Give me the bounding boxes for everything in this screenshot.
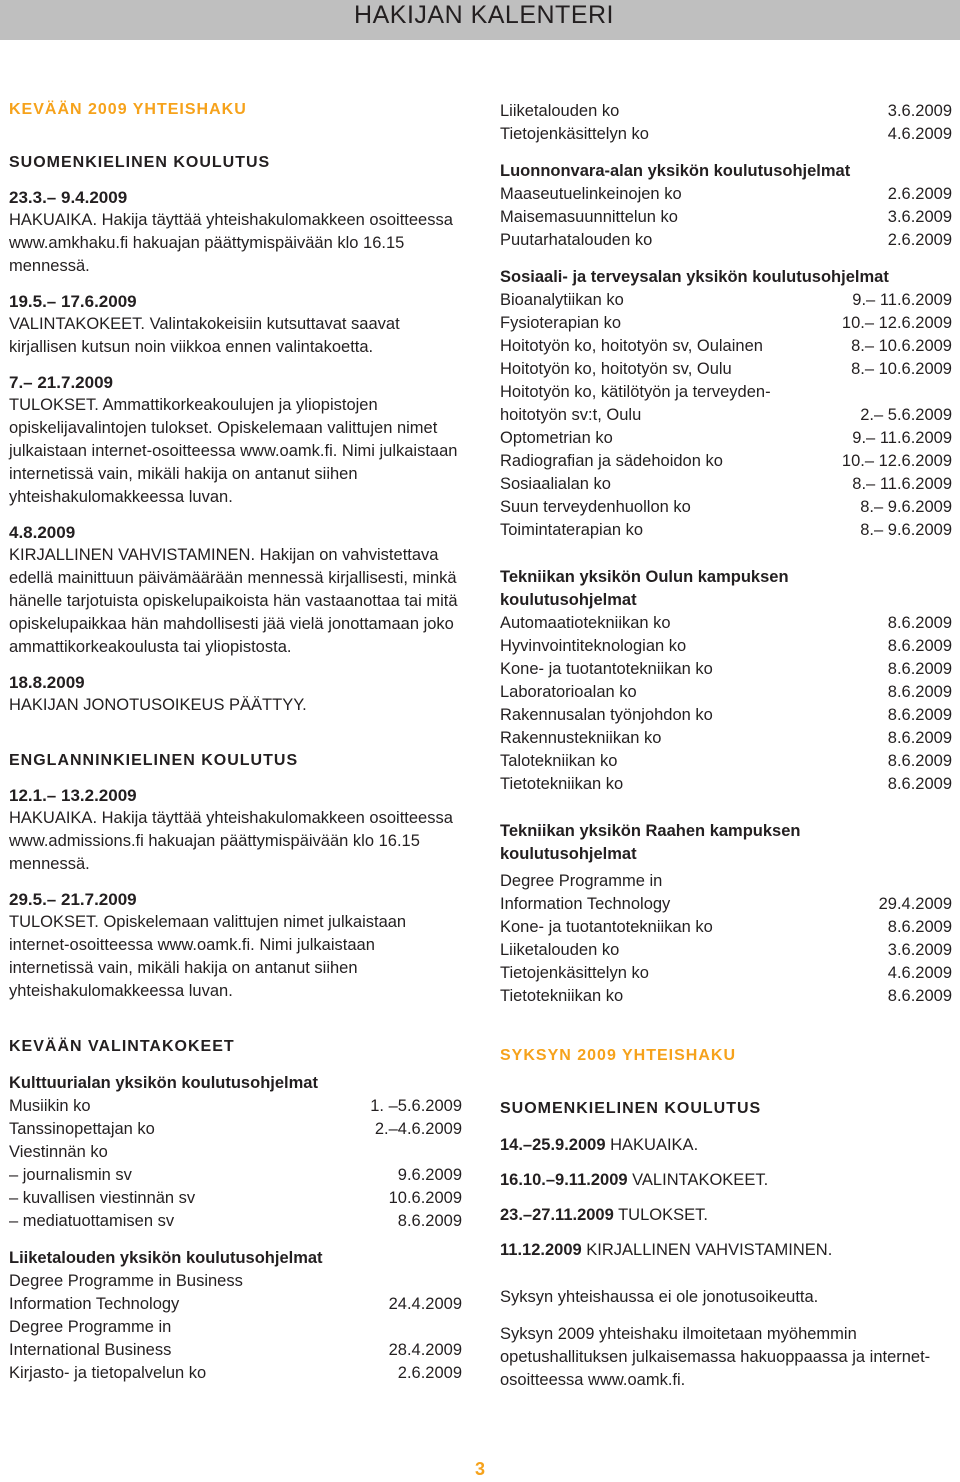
table-row (500, 985, 952, 1008)
programme-name: Degree Programme in Business (9, 1272, 243, 1290)
exam-date: 2.6.2009 (887, 231, 952, 249)
exam-date: 8.– 10.6.2009 (851, 337, 952, 355)
spring-application-heading: KEVÄÄN 2009 YHTEISHAKU (9, 101, 247, 118)
table-row (500, 519, 952, 542)
table-row (500, 658, 952, 681)
exam-date: 10.– 12.6.2009 (841, 452, 952, 470)
tech-oulu-title-line2: koulutusohjelmat (500, 591, 637, 609)
tech-oulu-unit-title (500, 566, 952, 612)
table-row (9, 1118, 462, 1141)
programme-name: Puutarhatalouden ko (500, 231, 653, 249)
table-row (500, 404, 952, 427)
business-table-continued (500, 100, 952, 146)
exam-date: 8.6.2009 (887, 918, 952, 936)
exam-date: 28.4.2009 (388, 1341, 462, 1359)
left-column (9, 98, 462, 1385)
fi-item-date: 4.8.2009 (9, 523, 76, 542)
table-row (500, 381, 952, 404)
table-row (500, 450, 952, 473)
programme-name: Hyvinvointiteknologian ko (500, 637, 687, 655)
programme-name: Laboratorioalan ko (500, 683, 637, 701)
exam-date: 8.6.2009 (397, 1212, 462, 1230)
fi-item-date: 18.8.2009 (9, 673, 85, 692)
table-row (500, 206, 952, 229)
exam-date: 1. –5.6.2009 (370, 1097, 462, 1115)
programme-name: Hoitotyön ko, kätilötyön ja terveyden- (500, 383, 771, 401)
programme-name: Tietojenkäsittelyn ko (500, 964, 649, 982)
programme-name: Information Technology (9, 1295, 180, 1313)
table-row (500, 704, 952, 727)
autumn-item (500, 1134, 952, 1157)
page-header-title: HAKIJAN KALENTERI (354, 1, 614, 29)
table-row (9, 1141, 462, 1164)
programme-name: Tietojenkäsittelyn ko (500, 125, 649, 143)
programme-name: Automaatiotekniikan ko (500, 614, 671, 632)
culture-table (9, 1095, 462, 1233)
exam-date: 2.6.2009 (397, 1364, 462, 1382)
autumn-note-no-queue: Syksyn yhteishaussa ei ole jonotusoikeutta. (500, 1288, 819, 1306)
programme-name: Musiikin ko (9, 1097, 91, 1115)
programme-name: Tietotekniikan ko (500, 987, 624, 1005)
exam-date: 8.6.2009 (887, 637, 952, 655)
right-column (500, 100, 952, 1392)
exam-date (337, 1316, 462, 1339)
autumn-item (500, 1239, 952, 1262)
exam-date: 4.6.2009 (887, 964, 952, 982)
fi-item (9, 671, 462, 717)
programme-name: Viestinnän ko (9, 1143, 108, 1161)
table-row (500, 229, 952, 252)
tech-oulu-table (500, 612, 952, 796)
programme-name: Maisemasuunnittelun ko (500, 208, 678, 226)
table-row (500, 773, 952, 796)
programme-name: Bioanalytiikan ko (500, 291, 624, 309)
table-row (500, 750, 952, 773)
en-item-date: 29.5.– 21.7.2009 (9, 890, 137, 909)
en-item-text: HAKUAIKA. Hakija täyttää yhteishakulomakkeen osoitteessa www.admissions.fi hakuajan päättymispäivään klo 16.15 mennessä. (9, 809, 453, 873)
table-row (500, 100, 952, 123)
exam-date: 10.6.2009 (388, 1189, 462, 1207)
programme-name: – mediatuottamisen sv (9, 1212, 175, 1230)
exam-date: 10.– 12.6.2009 (841, 314, 952, 332)
autumn-item-date: 14.–25.9.2009 (500, 1136, 606, 1154)
table-row (500, 612, 952, 635)
exam-date: 8.6.2009 (887, 752, 952, 770)
exam-date: 3.6.2009 (887, 102, 952, 120)
fi-item-text: HAKUAIKA. Hakija täyttää yhteishakulomakkeen osoitteessa www.amkhaku.fi hakuajan päättymispäivään klo 16.15 mennessä. (9, 211, 453, 275)
fi-item-text: TULOKSET. Ammattikorkeakoulujen ja yliopistojen opiskelijavalintojen tulokset. Opiskelemaan valittujen nimet julkaistaan internet-osoitteessa www.oamk.fi. Nimi julkaistaan internetissä vain, mikäli hakija on antanut siihen yhteishakulomakkeessa luvan. (9, 396, 458, 506)
exam-date (792, 381, 952, 404)
table-row (500, 916, 952, 939)
fi-item (9, 521, 462, 659)
programme-name: Liiketalouden ko (500, 941, 620, 959)
programme-name: Maaseutuelinkeinojen ko (500, 185, 682, 203)
programme-name: Rakennusalan työnjohdon ko (500, 706, 713, 724)
programme-name: Information Technology (500, 895, 671, 913)
table-row (9, 1270, 462, 1293)
programme-name: – journalismin sv (9, 1166, 132, 1184)
programme-name: Hoitotyön ko, hoitotyön sv, Oulainen (500, 337, 763, 355)
exam-date (337, 1270, 462, 1293)
programme-name: – kuvallisen viestinnän sv (9, 1189, 196, 1207)
programme-name: Tietotekniikan ko (500, 775, 624, 793)
exam-date: 8.– 9.6.2009 (860, 498, 952, 516)
autumn-item-date: 16.10.–9.11.2009 (500, 1171, 628, 1189)
table-row (9, 1164, 462, 1187)
table-row (9, 1339, 462, 1362)
spring-exams-heading: KEVÄÄN VALINTAKOKEET (9, 1038, 235, 1055)
table-row (500, 312, 952, 335)
autumn-item-date: 23.–27.11.2009 (500, 1206, 614, 1224)
table-row (500, 123, 952, 146)
programme-name: Toimintaterapian ko (500, 521, 644, 539)
table-row (500, 962, 952, 985)
table-row (500, 335, 952, 358)
table-row (500, 727, 952, 750)
en-item-date: 12.1.– 13.2.2009 (9, 786, 137, 805)
business-table (9, 1270, 462, 1385)
tech-raahe-title-line2: koulutusohjelmat (500, 845, 637, 863)
tech-oulu-title-line1: Tekniikan yksikön Oulun kampuksen (500, 568, 789, 586)
table-row (9, 1187, 462, 1210)
health-unit-title: Sosiaali- ja terveysalan yksikön koulutusohjelmat (500, 268, 889, 286)
programme-name: hoitotyön sv:t, Oulu (500, 406, 642, 424)
en-item-text: TULOKSET. Opiskelemaan valittujen nimet julkaistaan internet-osoitteessa www.oamk.fi. Nimi julkaistaan internetissä vain, mikäli hakija on antanut siihen yhteishakulomakkeessa luvan. (9, 913, 407, 1000)
exam-date: 8.6.2009 (887, 987, 952, 1005)
natural-resources-unit-title: Luonnonvara-alan yksikön koulutusohjelmat (500, 162, 851, 180)
programme-name: Liiketalouden ko (500, 102, 620, 120)
exam-date: 8.6.2009 (887, 729, 952, 747)
programme-name: International Business (9, 1341, 172, 1359)
page-number: 3 (475, 1459, 486, 1479)
fi-item (9, 371, 462, 509)
fi-item-date: 19.5.– 17.6.2009 (9, 292, 137, 311)
programme-name: Hoitotyön ko, hoitotyön sv, Oulu (500, 360, 732, 378)
tech-raahe-table (500, 870, 952, 1008)
programme-name: Kirjasto- ja tietopalvelun ko (9, 1364, 207, 1382)
fi-item-date: 23.3.– 9.4.2009 (9, 188, 128, 207)
exam-date: 3.6.2009 (887, 208, 952, 226)
programme-name: Optometrian ko (500, 429, 613, 447)
fi-item-date: 7.– 21.7.2009 (9, 373, 113, 392)
autumn-application-heading: SYKSYN 2009 YHTEISHAKU (500, 1047, 736, 1064)
programme-name: Rakennustekniikan ko (500, 729, 662, 747)
table-row (500, 635, 952, 658)
table-row (500, 939, 952, 962)
exam-date: 8.– 10.6.2009 (851, 360, 952, 378)
english-education-heading: ENGLANNINKIELINEN KOULUTUS (9, 752, 299, 769)
table-row (500, 496, 952, 519)
autumn-item-text: VALINTAKOKEET. (632, 1171, 769, 1189)
fi-item (9, 290, 462, 359)
table-row (9, 1210, 462, 1233)
finnish-education-heading: SUOMENKIELINEN KOULUTUS (9, 154, 271, 171)
programme-name: Tanssinopettajan ko (9, 1120, 155, 1138)
exam-date: 9.– 11.6.2009 (852, 429, 952, 447)
programme-name: Degree Programme in (500, 872, 663, 890)
table-row (500, 358, 952, 381)
exam-date (792, 870, 952, 893)
exam-date: 8.– 9.6.2009 (860, 521, 952, 539)
culture-unit-title: Kulttuurialan yksikön koulutusohjelmat (9, 1074, 318, 1092)
exam-date: 8.6.2009 (887, 706, 952, 724)
exam-date: 3.6.2009 (887, 941, 952, 959)
autumn-item-text: KIRJALLINEN VAHVISTAMINEN. (586, 1241, 833, 1259)
exam-date: 2.–4.6.2009 (374, 1120, 462, 1138)
exam-date: 24.4.2009 (388, 1295, 462, 1313)
exam-date: 8.6.2009 (887, 660, 952, 678)
fi-item-text: VALINTAKOKEET. Valintakokeisiin kutsuttavat saavat kirjallisen kutsun noin viikkoa ennen valintakoetta. (9, 315, 400, 356)
autumn-item (500, 1204, 952, 1227)
exam-date: 2.6.2009 (887, 185, 952, 203)
autumn-item-date: 11.12.2009 (500, 1241, 582, 1259)
fi-item-text: HAKIJAN JONOTUSOIKEUS PÄÄTTYY. (9, 696, 307, 714)
natural-resources-table (500, 183, 952, 252)
programme-name: Kone- ja tuotantotekniikan ko (500, 918, 713, 936)
table-row (500, 427, 952, 450)
exam-date: 8.6.2009 (887, 614, 952, 632)
table-row (9, 1362, 462, 1385)
exam-date (337, 1141, 462, 1164)
table-row (500, 473, 952, 496)
health-table (500, 289, 952, 542)
programme-name: Kone- ja tuotantotekniikan ko (500, 660, 713, 678)
exam-date: 8.6.2009 (887, 683, 952, 701)
table-row (500, 289, 952, 312)
programme-name: Fysioterapian ko (500, 314, 622, 332)
autumn-finnish-education-heading: SUOMENKIELINEN KOULUTUS (500, 1100, 762, 1117)
exam-date: 8.6.2009 (887, 775, 952, 793)
programme-name: Sosiaalialan ko (500, 475, 611, 493)
table-row (9, 1316, 462, 1339)
programme-name: Degree Programme in (9, 1318, 172, 1336)
exam-date: 9.6.2009 (397, 1166, 462, 1184)
en-item (9, 888, 462, 1003)
exam-date: 8.– 11.6.2009 (852, 475, 952, 493)
programme-name: Suun terveydenhuollon ko (500, 498, 691, 516)
table-row (500, 183, 952, 206)
exam-date: 9.– 11.6.2009 (852, 291, 952, 309)
programme-name: Talotekniikan ko (500, 752, 618, 770)
table-row (500, 681, 952, 704)
autumn-item-text: TULOKSET. (618, 1206, 708, 1224)
table-row (500, 870, 952, 893)
exam-date: 2.– 5.6.2009 (860, 406, 952, 424)
programme-name: Radiografian ja sädehoidon ko (500, 452, 723, 470)
en-item (9, 784, 462, 876)
fi-item-text: KIRJALLINEN VAHVISTAMINEN. Hakijan on vahvistettava edellä mainittuun päivämäärään mennessä kirjallisesti, minkä hänelle tarjotuista opiskelupaikoista hän vastaanottaa tai mitä opiskelupaikkaa hän mahdollisesti jää vielä jonottamaan joko ammattikorkeakoulusta tai yliopistosta. (9, 546, 458, 656)
fi-item (9, 186, 462, 278)
table-row (9, 1095, 462, 1118)
exam-date: 29.4.2009 (878, 895, 952, 913)
exam-date: 4.6.2009 (887, 125, 952, 143)
autumn-item (500, 1169, 952, 1192)
autumn-item-text: HAKUAIKA. (610, 1136, 699, 1154)
table-row (9, 1293, 462, 1316)
tech-raahe-title-line1: Tekniikan yksikön Raahen kampuksen (500, 822, 801, 840)
autumn-note-later-announcement: Syksyn 2009 yhteishaku ilmoitetaan myöhemmin opetushallituksen julkaisemassa hakuoppaassa ja internet-osoitteessa www.oamk.fi. (500, 1325, 931, 1389)
business-unit-title: Liiketalouden yksikön koulutusohjelmat (9, 1249, 323, 1267)
table-row (500, 893, 952, 916)
tech-raahe-unit-title (500, 820, 952, 866)
